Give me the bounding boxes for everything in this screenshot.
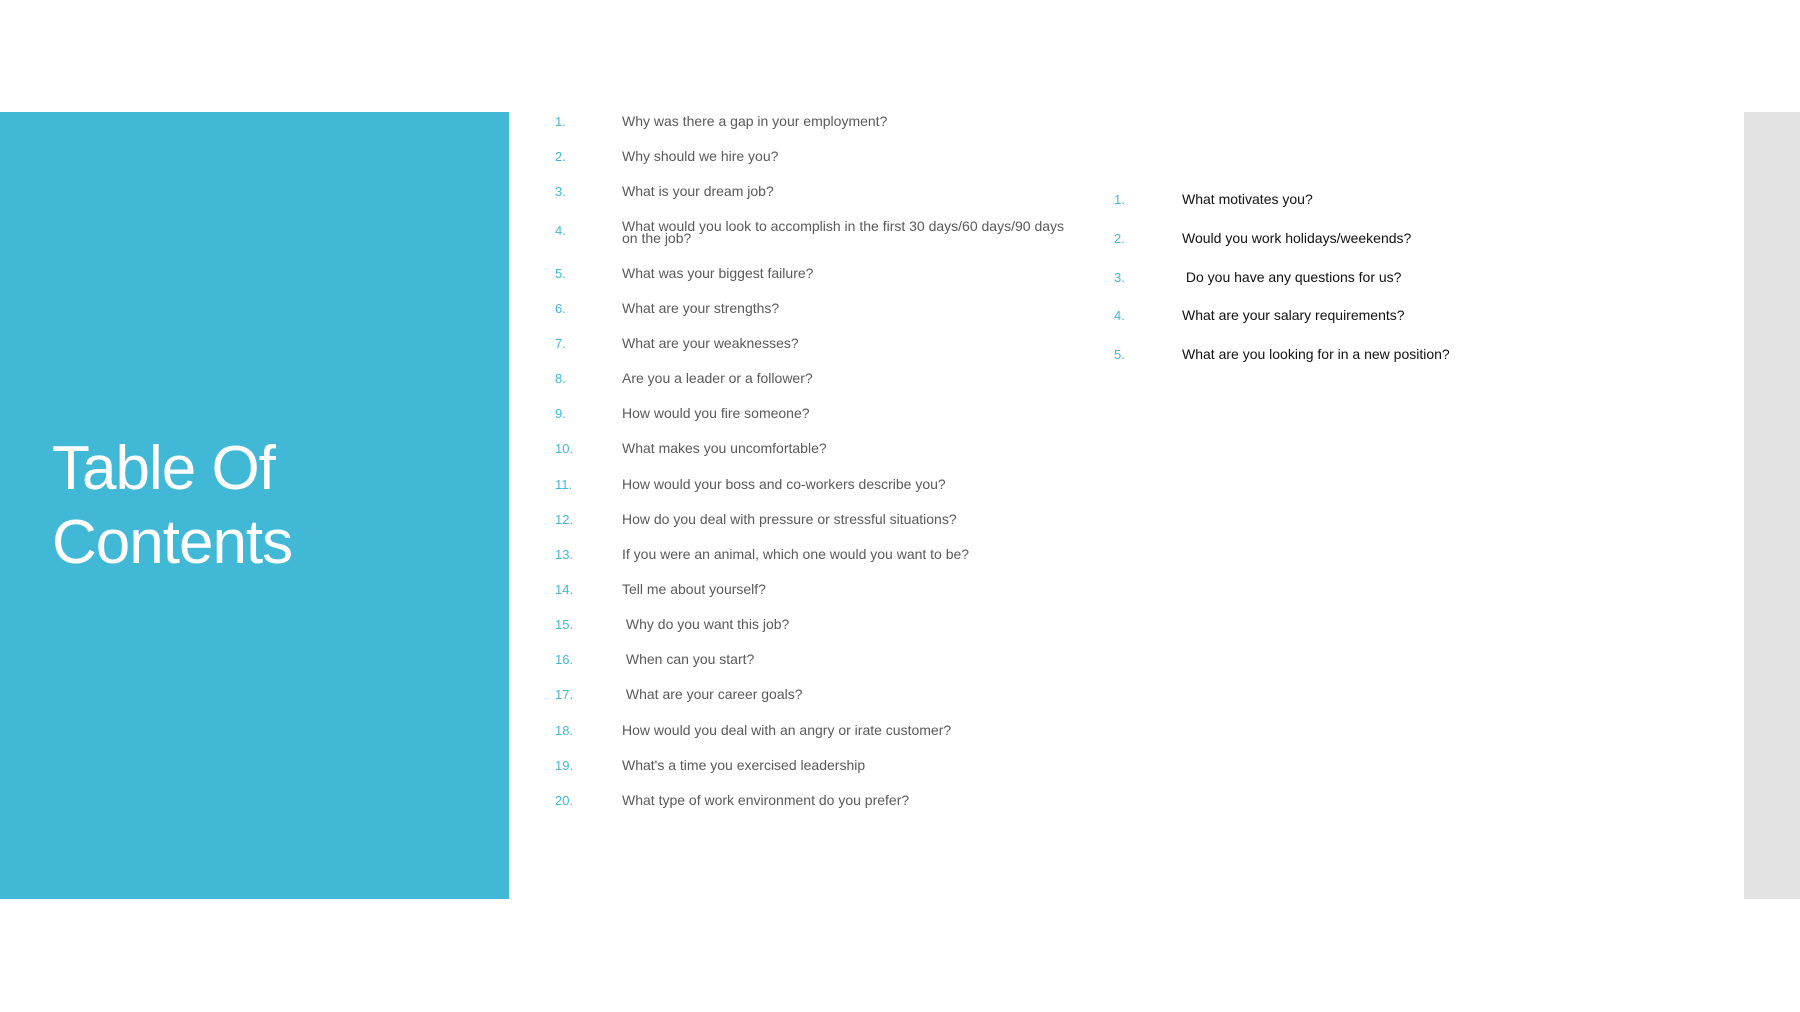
- item-number: 2.: [1114, 230, 1125, 246]
- item-text: What is your dream job?: [622, 183, 774, 200]
- item-number: 1.: [555, 114, 566, 129]
- item-number: 10.: [555, 441, 574, 457]
- item-number: 1.: [1114, 192, 1125, 207]
- item-text: If you were an animal, which one would you want to be?: [622, 545, 970, 562]
- list-item: [555, 115, 1075, 150]
- item-number: 6.: [555, 300, 566, 316]
- item-number: 7.: [555, 336, 566, 351]
- list-item: [555, 618, 1075, 653]
- list-item: [1114, 348, 1714, 387]
- item-number: 9.: [555, 406, 566, 422]
- item-text: What was your biggest failure?: [622, 264, 814, 281]
- item-text: What are your strengths?: [622, 299, 780, 316]
- list-item: [1114, 229, 1714, 271]
- item-text: When can you start?: [622, 651, 755, 668]
- item-number: 4.: [1114, 308, 1125, 324]
- item-text: What are your career goals?: [622, 686, 803, 703]
- item-number: 4.: [555, 223, 566, 239]
- item-number: 15.: [555, 617, 574, 633]
- list-item: [555, 475, 1075, 513]
- list-item: [555, 688, 1075, 723]
- item-text: What makes you uncomfortable?: [622, 440, 827, 457]
- item-number: 18.: [555, 722, 574, 738]
- list-item: [555, 510, 1075, 548]
- questions-list-left: [555, 115, 1075, 829]
- slide-title-line-2: Contents: [52, 508, 293, 577]
- list-item: [1114, 309, 1714, 348]
- list-item: [555, 337, 1075, 372]
- list-item: [555, 220, 1075, 266]
- list-item: [1114, 268, 1714, 310]
- item-number: 17.: [555, 687, 574, 703]
- slide-title-line-1: Table Of: [52, 434, 275, 503]
- list-item: [555, 721, 1075, 759]
- item-text: Are you a leader or a follower?: [622, 370, 813, 387]
- item-number: 11.: [555, 476, 573, 492]
- list-item: [555, 545, 1075, 583]
- item-text: Why do you want this job?: [622, 616, 790, 633]
- item-number: 12.: [555, 511, 574, 527]
- list-item: [1114, 193, 1714, 232]
- list-item: [555, 756, 1075, 794]
- item-number: 19.: [555, 757, 574, 773]
- item-text: Would you work holidays/weekends?: [1182, 229, 1412, 246]
- list-item: [555, 299, 1075, 337]
- slide-title: [52, 432, 492, 580]
- item-number: 20.: [555, 792, 574, 808]
- item-text: Tell me about yourself?: [622, 580, 766, 597]
- list-item: [555, 372, 1075, 407]
- item-text: What type of work environment do you prefer?: [622, 791, 910, 808]
- item-text: What are your salary requirements?: [1182, 307, 1405, 324]
- item-text: Why was there a gap in your employment?: [622, 113, 888, 129]
- side-accent-bar: [1744, 112, 1800, 899]
- item-text: How would you deal with an angry or irate customer?: [622, 721, 952, 738]
- item-number: 5.: [1114, 347, 1125, 363]
- item-text: Why should we hire you?: [622, 148, 779, 165]
- item-text: What's a time you exercised leadership: [622, 756, 866, 773]
- list-item: [555, 407, 1075, 442]
- item-number: 14.: [555, 581, 574, 597]
- item-text: How would you fire someone?: [622, 405, 810, 422]
- item-text: What are you looking for in a new position?: [1182, 346, 1450, 363]
- item-number: 3.: [555, 184, 566, 200]
- item-text: How would your boss and co-workers describe you?: [622, 475, 946, 492]
- item-number: 3.: [1114, 269, 1125, 285]
- item-number: 13.: [555, 546, 574, 562]
- list-item: [555, 442, 1075, 477]
- list-item: [555, 185, 1075, 220]
- item-text: What would you look to accomplish in the first 30 days/60 days/90 days on the job?: [622, 218, 1065, 247]
- item-text: How do you deal with pressure or stressful situations?: [622, 510, 957, 527]
- item-text: Do you have any questions for us?: [1182, 268, 1402, 285]
- item-number: 2.: [555, 149, 566, 165]
- item-number: 16.: [555, 652, 574, 668]
- list-item: [555, 580, 1075, 618]
- item-text: What motivates you?: [1182, 191, 1313, 207]
- list-item: [555, 264, 1075, 302]
- questions-list-right: [1114, 193, 1714, 387]
- list-item: [555, 791, 1075, 829]
- item-text: What are your weaknesses?: [622, 335, 799, 351]
- list-item: [555, 653, 1075, 688]
- item-number: 8.: [555, 371, 566, 387]
- list-item: [555, 150, 1075, 185]
- item-number: 5.: [555, 265, 566, 281]
